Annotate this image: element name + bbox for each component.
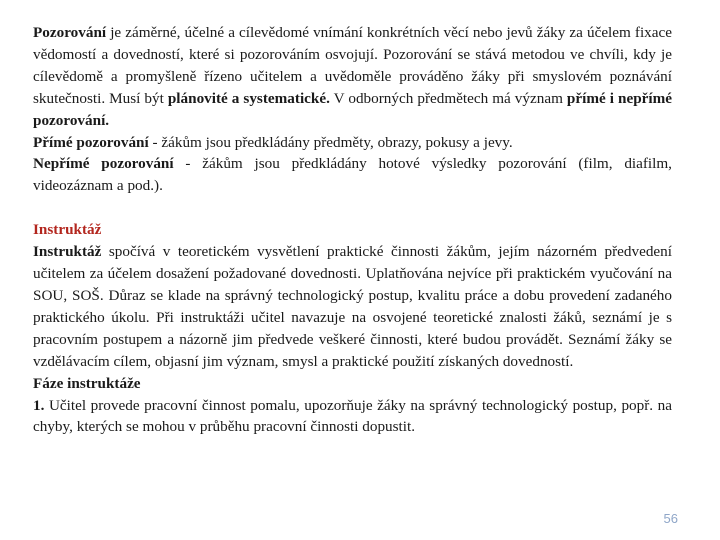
instruction-paragraph: Instruktáž spočívá v teoretickém vysvětlení praktické činnosti žákům, jejím názorném předvedení učitelem za účelem dosažení požadované dovednosti. Uplatňována nejvíce při praktickém vyučování na SOU, SOŠ. Důraz se klade na správný technologický postup, kvalitu práce a dobu provedení zadaného praktického úkolu. Při instruktáži učitel navazuje na osvojené teoretické znalosti žáků, seznámí je s pracovním postupem a názorně jim předvede veškeré činnosti, které budou provádět. Seznámí žáky se vzdělávacím cílem, objasní jim význam, smysl a praktické použití získaných dovedností. (33, 243, 672, 370)
observation-paragraph: Pozorování je záměrné, účelné a cílevědomé vnímání konkrétních věcí nebo jevů žáky za účelem fixace vědomostí a dovedností, které si pozorováním osvojují. Pozorování se stává metodou ve chvíli, kdy je cílevědomě a promyšleně řízeno učitelem a uvědoměle prováděno žáky při smyslovém poznávání skutečnosti. Musí být plánovité a systematické. V odborných předmětech má význam přímé i nepřímé pozorování. (33, 24, 672, 129)
term-pozorovani: Pozorování (33, 24, 107, 41)
term-neprime-pozorovani: Nepřímé pozorování (33, 155, 174, 173)
phase-1-paragraph: 1. Učitel provede pracovní činnost pomalu, upozorňuje žáky na správný technologický postup, popř. na chyby, kterých se mohou v průběhu pracovní činnosti dopustit. (33, 396, 672, 436)
term-prime-pozorovani: Přímé pozorování (33, 133, 149, 151)
section-heading-instruktaz: Instruktáž (33, 221, 102, 239)
direct-observation-paragraph: Přímé pozorování - žákům jsou předkládány předměty, obrazy, pokusy a jevy. (33, 133, 513, 151)
term-instruktaz: Instruktáž (33, 243, 102, 261)
indirect-observation-paragraph: Nepřímé pozorování - žákům jsou předkládány hotové výsledky pozorování (film, diafilm, videozáznam a pod.). (33, 155, 672, 195)
phases-heading: Fáze instruktáže (33, 374, 141, 392)
phase-number: 1. (33, 396, 45, 414)
page-number: 56 (663, 511, 678, 526)
slide-content (33, 22, 672, 438)
